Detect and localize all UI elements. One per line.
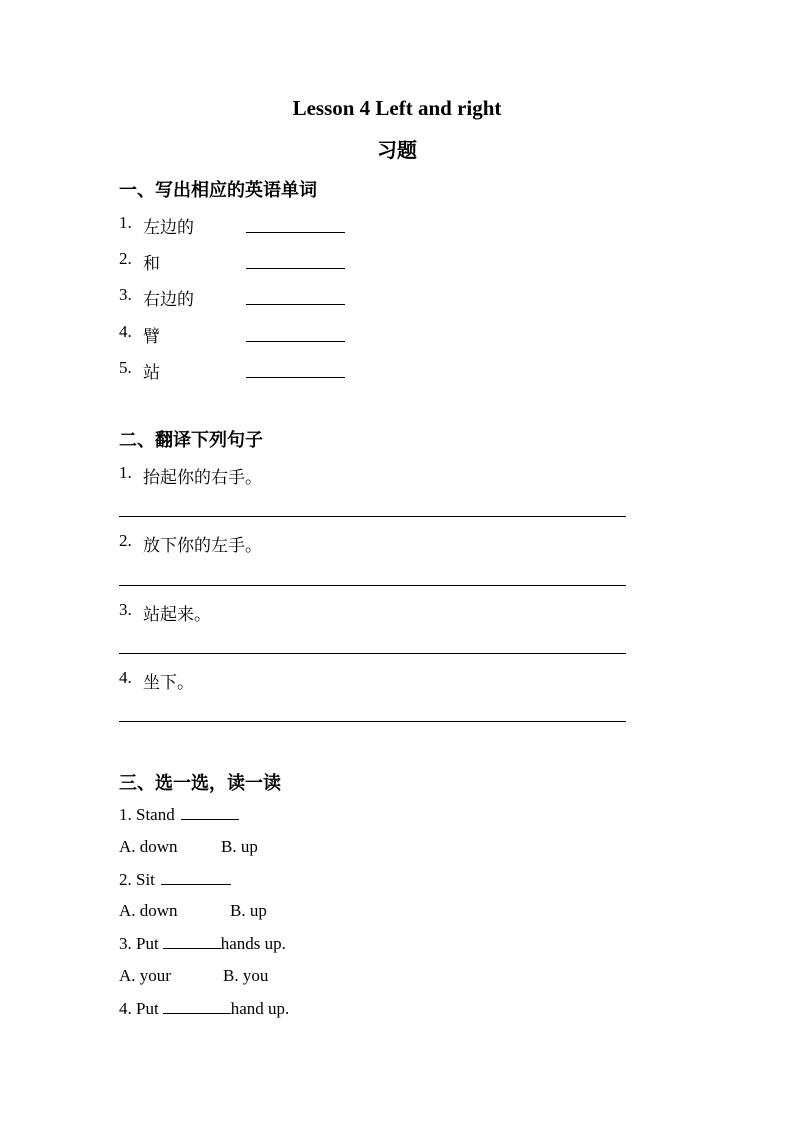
- answer-blank[interactable]: [246, 304, 345, 305]
- question-text-after: hand up.: [230, 999, 290, 1018]
- item-text: 右边的: [143, 290, 194, 309]
- question-text: 3. Put: [119, 934, 159, 953]
- answer-blank[interactable]: [246, 268, 345, 269]
- item-number: 2.: [119, 531, 132, 550]
- option-a[interactable]: A. your: [119, 966, 171, 985]
- question-text: 2. Sit: [119, 870, 155, 889]
- option-b[interactable]: B. up: [221, 837, 258, 856]
- answer-blank[interactable]: [246, 341, 345, 342]
- question-text: 4. Put: [119, 999, 159, 1018]
- answer-blank[interactable]: [161, 869, 231, 885]
- list-item: [0, 358, 794, 382]
- item-number: 1.: [119, 213, 132, 232]
- answer-blank[interactable]: [246, 377, 345, 378]
- item-text: 坐下。: [143, 673, 194, 692]
- list-item: [0, 600, 794, 624]
- item-number: 5.: [119, 358, 132, 377]
- question-text-after: hands up.: [220, 934, 286, 953]
- page-title: Lesson 4 Left and right: [292, 96, 502, 120]
- list-item: [0, 285, 794, 309]
- answer-blank[interactable]: [163, 933, 221, 949]
- answer-blank[interactable]: [246, 232, 345, 233]
- item-number: 3.: [119, 600, 132, 619]
- item-number: 2.: [119, 249, 132, 268]
- answer-line[interactable]: [119, 585, 626, 586]
- list-item: [0, 213, 794, 237]
- item-text: 站起来。: [143, 605, 211, 624]
- item-text: 左边的: [143, 218, 194, 237]
- question-3: [119, 933, 286, 954]
- answer-blank[interactable]: [163, 998, 231, 1014]
- question-2: [119, 869, 231, 890]
- answer-line[interactable]: [119, 653, 626, 654]
- list-item: [0, 668, 794, 692]
- item-number: 3.: [119, 285, 132, 304]
- section2-heading: 二、翻译下列句子: [119, 430, 263, 450]
- option-a[interactable]: A. down: [119, 901, 178, 920]
- item-text: 站: [143, 363, 160, 382]
- item-text: 抬起你的右手。: [143, 468, 262, 487]
- option-b[interactable]: B. you: [223, 966, 269, 985]
- item-number: 1.: [119, 463, 132, 482]
- section3-heading: 三、选一选，读一读: [119, 773, 281, 793]
- answer-blank[interactable]: [181, 804, 239, 820]
- list-item: [0, 322, 794, 346]
- answer-line[interactable]: [119, 721, 626, 722]
- item-text: 臂: [143, 327, 160, 346]
- item-number: 4.: [119, 322, 132, 341]
- answer-line[interactable]: [119, 516, 626, 517]
- item-text: 放下你的左手。: [143, 536, 262, 555]
- question-text: 1. Stand: [119, 805, 175, 824]
- list-item: [0, 463, 794, 487]
- section1-heading: 一、写出相应的英语单词: [119, 180, 317, 200]
- question-4: [119, 998, 289, 1019]
- option-b[interactable]: B. up: [230, 901, 267, 920]
- item-text: 和: [143, 254, 160, 273]
- item-number: 4.: [119, 668, 132, 687]
- list-item: [0, 531, 794, 555]
- question-1: [119, 804, 239, 825]
- list-item: [0, 249, 794, 273]
- page-subtitle: 习题: [377, 140, 417, 162]
- option-a[interactable]: A. down: [119, 837, 178, 856]
